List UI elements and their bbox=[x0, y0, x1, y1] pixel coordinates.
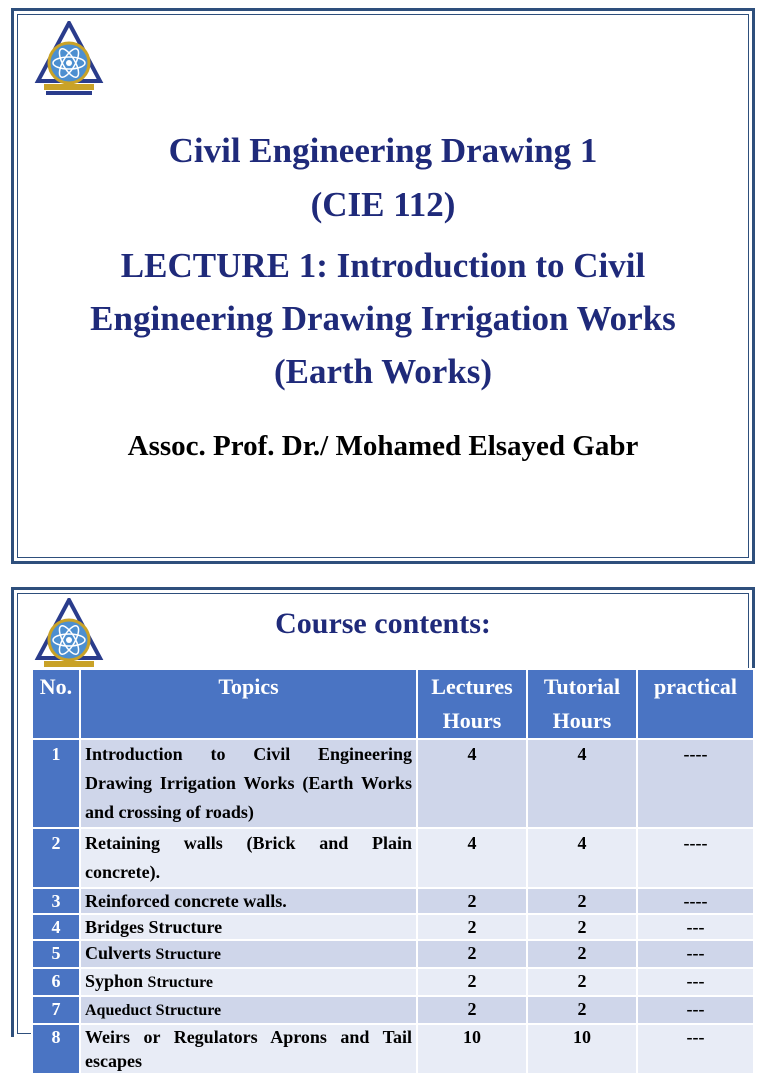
table-header-row bbox=[32, 669, 754, 739]
course-title: Civil Engineering Drawing 1 bbox=[168, 131, 598, 170]
row-lectures: 4 bbox=[417, 828, 527, 888]
row-tutorial: 2 bbox=[527, 996, 637, 1024]
header-no: No. bbox=[32, 669, 80, 739]
table-row bbox=[32, 828, 754, 888]
header-topics: Topics bbox=[80, 669, 417, 739]
row-practical: ---- bbox=[637, 828, 754, 888]
row-number: 5 bbox=[32, 940, 80, 968]
row-lectures: 2 bbox=[417, 914, 527, 940]
row-tutorial: 10 bbox=[527, 1024, 637, 1074]
lecture-title-line-1: LECTURE 1: Introduction to Civil bbox=[120, 246, 646, 285]
table-row bbox=[32, 914, 754, 940]
row-practical: --- bbox=[637, 968, 754, 996]
row-tutorial: 2 bbox=[527, 888, 637, 914]
table-row bbox=[32, 888, 754, 914]
row-number: 8 bbox=[32, 1024, 80, 1074]
lecture-title-line-2: Engineering Drawing Irrigation Works bbox=[90, 299, 676, 338]
row-practical: --- bbox=[637, 1024, 754, 1074]
row-number: 4 bbox=[32, 914, 80, 940]
row-tutorial: 2 bbox=[527, 968, 637, 996]
row-number: 1 bbox=[32, 739, 80, 828]
row-tutorial: 4 bbox=[527, 828, 637, 888]
course-contents-slide bbox=[11, 587, 755, 1071]
row-topic: Culverts Structure bbox=[80, 940, 417, 968]
header-lectures-hours: Lectures Hours bbox=[417, 669, 527, 739]
row-topic: Weirs or Regulators Aprons and Tail escapes bbox=[80, 1024, 417, 1074]
course-code: (CIE 112) bbox=[310, 185, 456, 224]
course-contents-table bbox=[31, 668, 755, 1075]
row-lectures: 2 bbox=[417, 996, 527, 1024]
row-practical: --- bbox=[637, 914, 754, 940]
row-topic: Aqueduct Structure bbox=[80, 996, 417, 1024]
header-tutorial-hours: Tutorial Hours bbox=[527, 669, 637, 739]
row-topic: Bridges Structure bbox=[80, 914, 417, 940]
row-lectures: 10 bbox=[417, 1024, 527, 1074]
row-topic: Reinforced concrete walls. bbox=[80, 888, 417, 914]
row-topic: Introduction to Civil Engineering Drawing Irrigation Works (Earth Works and crossing of roads) bbox=[80, 739, 417, 828]
contents-title: Course contents: bbox=[275, 607, 491, 640]
table-row bbox=[32, 739, 754, 828]
row-tutorial: 2 bbox=[527, 914, 637, 940]
table-row bbox=[32, 1024, 754, 1074]
lecture-title-line-3: (Earth Works) bbox=[273, 352, 493, 391]
title-slide bbox=[11, 8, 755, 564]
row-lectures: 2 bbox=[417, 968, 527, 996]
table-row bbox=[32, 968, 754, 996]
table-row bbox=[32, 940, 754, 968]
university-logo-icon bbox=[34, 21, 104, 101]
table-row bbox=[32, 996, 754, 1024]
row-practical: ---- bbox=[637, 888, 754, 914]
row-practical: --- bbox=[637, 996, 754, 1024]
author-name: Assoc. Prof. Dr./ Mohamed Elsayed Gabr bbox=[127, 430, 639, 462]
header-practical: practical bbox=[637, 669, 754, 739]
slide-title bbox=[14, 131, 752, 398]
row-lectures: 4 bbox=[417, 739, 527, 828]
row-number: 2 bbox=[32, 828, 80, 888]
row-number: 7 bbox=[32, 996, 80, 1024]
row-practical: --- bbox=[637, 940, 754, 968]
row-lectures: 2 bbox=[417, 888, 527, 914]
row-tutorial: 4 bbox=[527, 739, 637, 828]
row-lectures: 2 bbox=[417, 940, 527, 968]
row-number: 3 bbox=[32, 888, 80, 914]
row-topic: Syphon Structure bbox=[80, 968, 417, 996]
row-topic: Retaining walls (Brick and Plain concrete). bbox=[80, 828, 417, 888]
row-practical: ---- bbox=[637, 739, 754, 828]
row-number: 6 bbox=[32, 968, 80, 996]
row-tutorial: 2 bbox=[527, 940, 637, 968]
